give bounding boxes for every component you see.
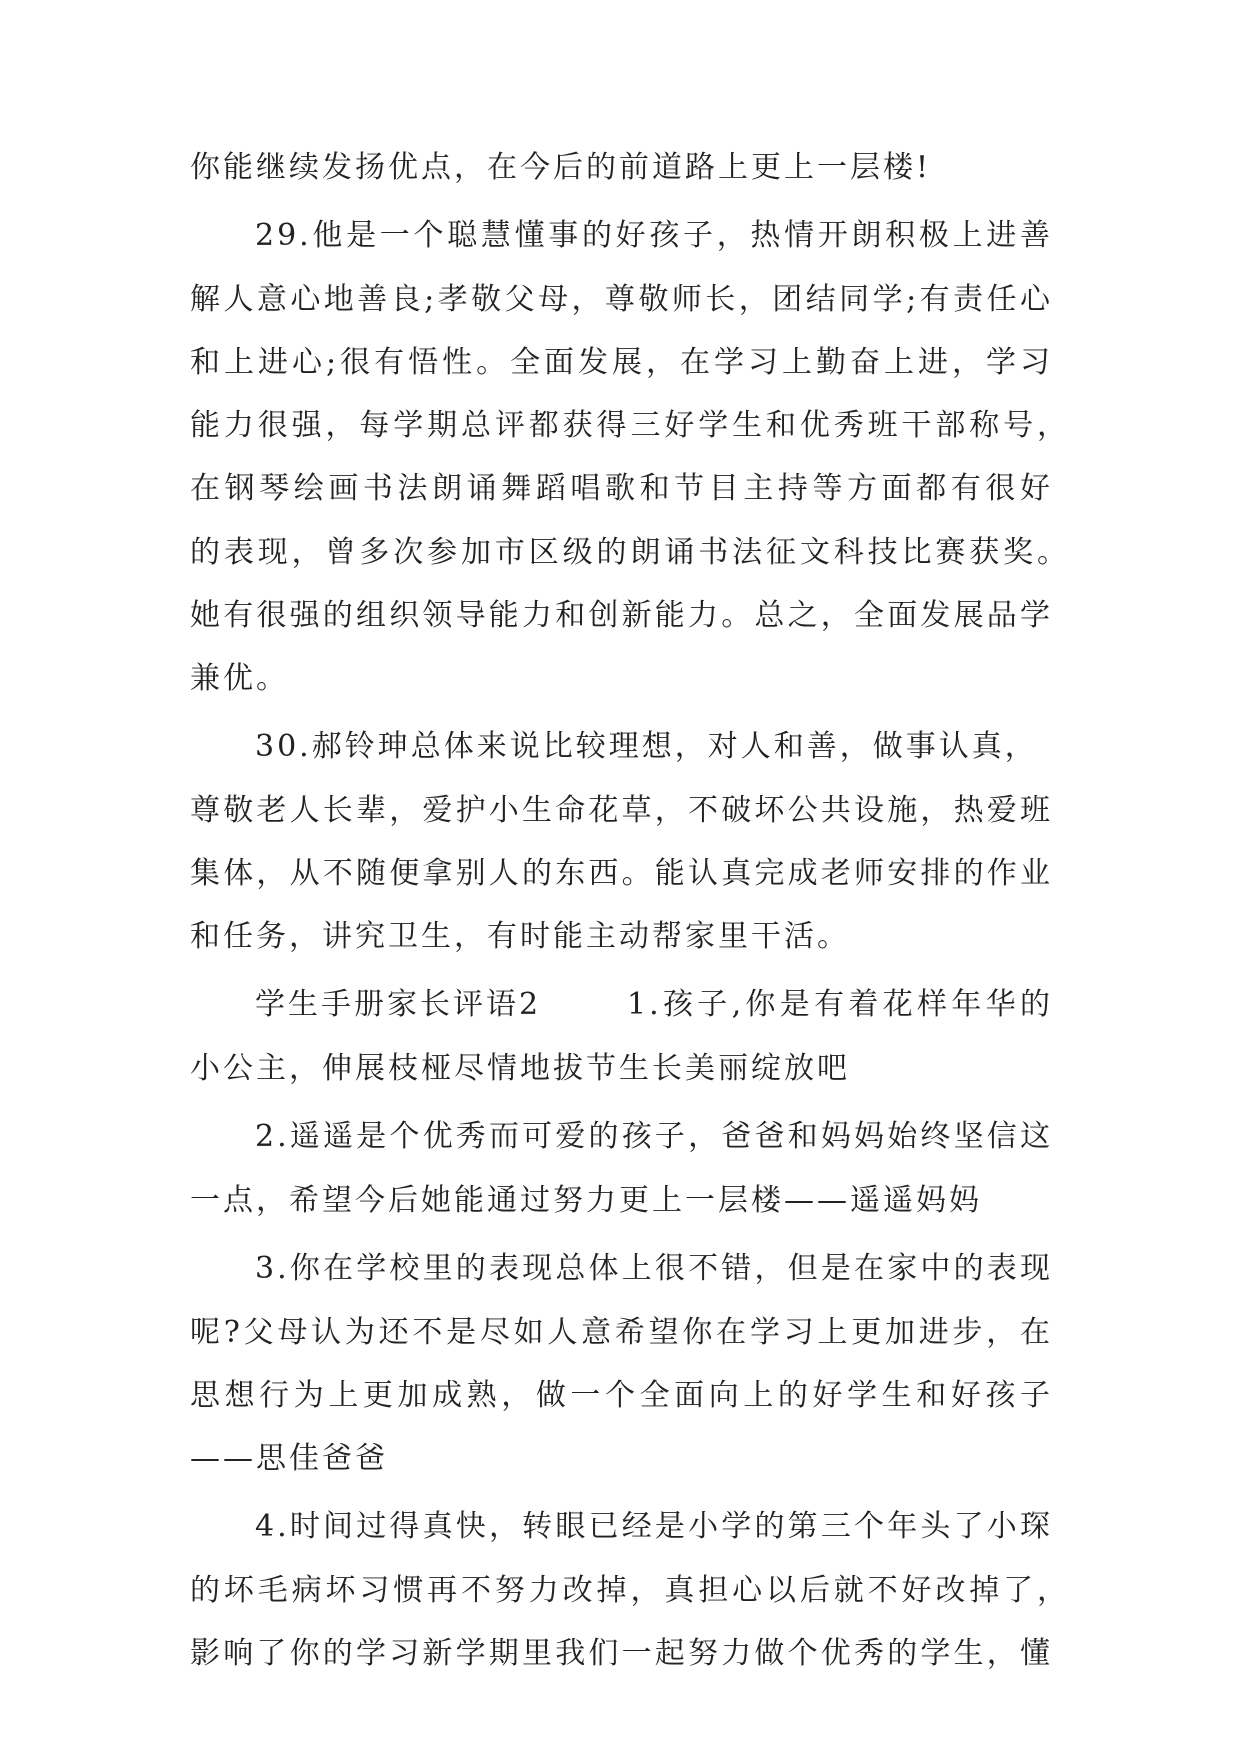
text-line: 影响了你的学习新学期里我们一起努力做个优秀的学生，懂 bbox=[190, 1636, 1053, 1671]
text-line: 解人意心地善良;孝敬父母，尊敬师长，团结同学;有责任心 bbox=[190, 282, 1053, 317]
section-heading: 学生手册家长评语2 bbox=[255, 987, 542, 1022]
text-line: 和上进心;很有悟性。全面发展，在学习上勤奋上进，学习 bbox=[190, 345, 1053, 380]
text-line: 和任务，讲究卫生，有时能主动帮家里干活。 bbox=[190, 919, 850, 954]
text-line: 的表现，曾多次参加市区级的朗诵书法征文科技比赛获奖。 bbox=[190, 535, 1070, 570]
text-line: 30.郝铃珅总体来说比较理想，对人和善，做事认真， bbox=[255, 729, 1038, 764]
text-line: 的坏毛病坏习惯再不努力改掉，真担心以后就不好改掉了， bbox=[190, 1573, 1070, 1608]
text-line: 小公主，伸展枝桠尽情地拔节生长美丽绽放吧 bbox=[190, 1051, 850, 1086]
text-line: 你能继续发扬优点，在今后的前道路上更上一层楼! bbox=[190, 150, 932, 185]
text-line: 呢?父母认为还不是尽如人意希望你在学习上更加进步，在 bbox=[190, 1315, 1053, 1350]
text-line: 能力很强，每学期总评都获得三好学生和优秀班干部称号， bbox=[190, 408, 1070, 443]
text-line: 1.孩子,你是有着花样年华的 bbox=[627, 987, 1053, 1022]
text-line: 一点，希望今后她能通过努力更上一层楼——遥遥妈妈 bbox=[190, 1183, 982, 1218]
text-line: 4.时间过得真快，转眼已经是小学的第三个年头了小琛 bbox=[255, 1509, 1053, 1544]
text-line: 她有很强的组织领导能力和创新能力。总之，全面发展品学 bbox=[190, 598, 1053, 633]
text-line: 思想行为上更加成熟，做一个全面向上的好学生和好孩子 bbox=[190, 1378, 1053, 1413]
text-line: 2.遥遥是个优秀而可爱的孩子，爸爸和妈妈始终坚信这 bbox=[255, 1119, 1053, 1154]
text-line: 在钢琴绘画书法朗诵舞蹈唱歌和节目主持等方面都有很好 bbox=[190, 471, 1053, 506]
text-line: 3.你在学校里的表现总体上很不错，但是在家中的表现 bbox=[255, 1251, 1053, 1286]
text-line: 兼优。 bbox=[190, 661, 289, 696]
text-line: 29.他是一个聪慧懂事的好孩子，热情开朗积极上进善 bbox=[255, 218, 1053, 253]
text-line: 尊敬老人长辈，爱护小生命花草，不破坏公共设施，热爱班 bbox=[190, 793, 1053, 828]
text-line: ——思佳爸爸 bbox=[190, 1441, 388, 1476]
text-line: 集体，从不随便拿别人的东西。能认真完成老师安排的作业 bbox=[190, 856, 1053, 891]
